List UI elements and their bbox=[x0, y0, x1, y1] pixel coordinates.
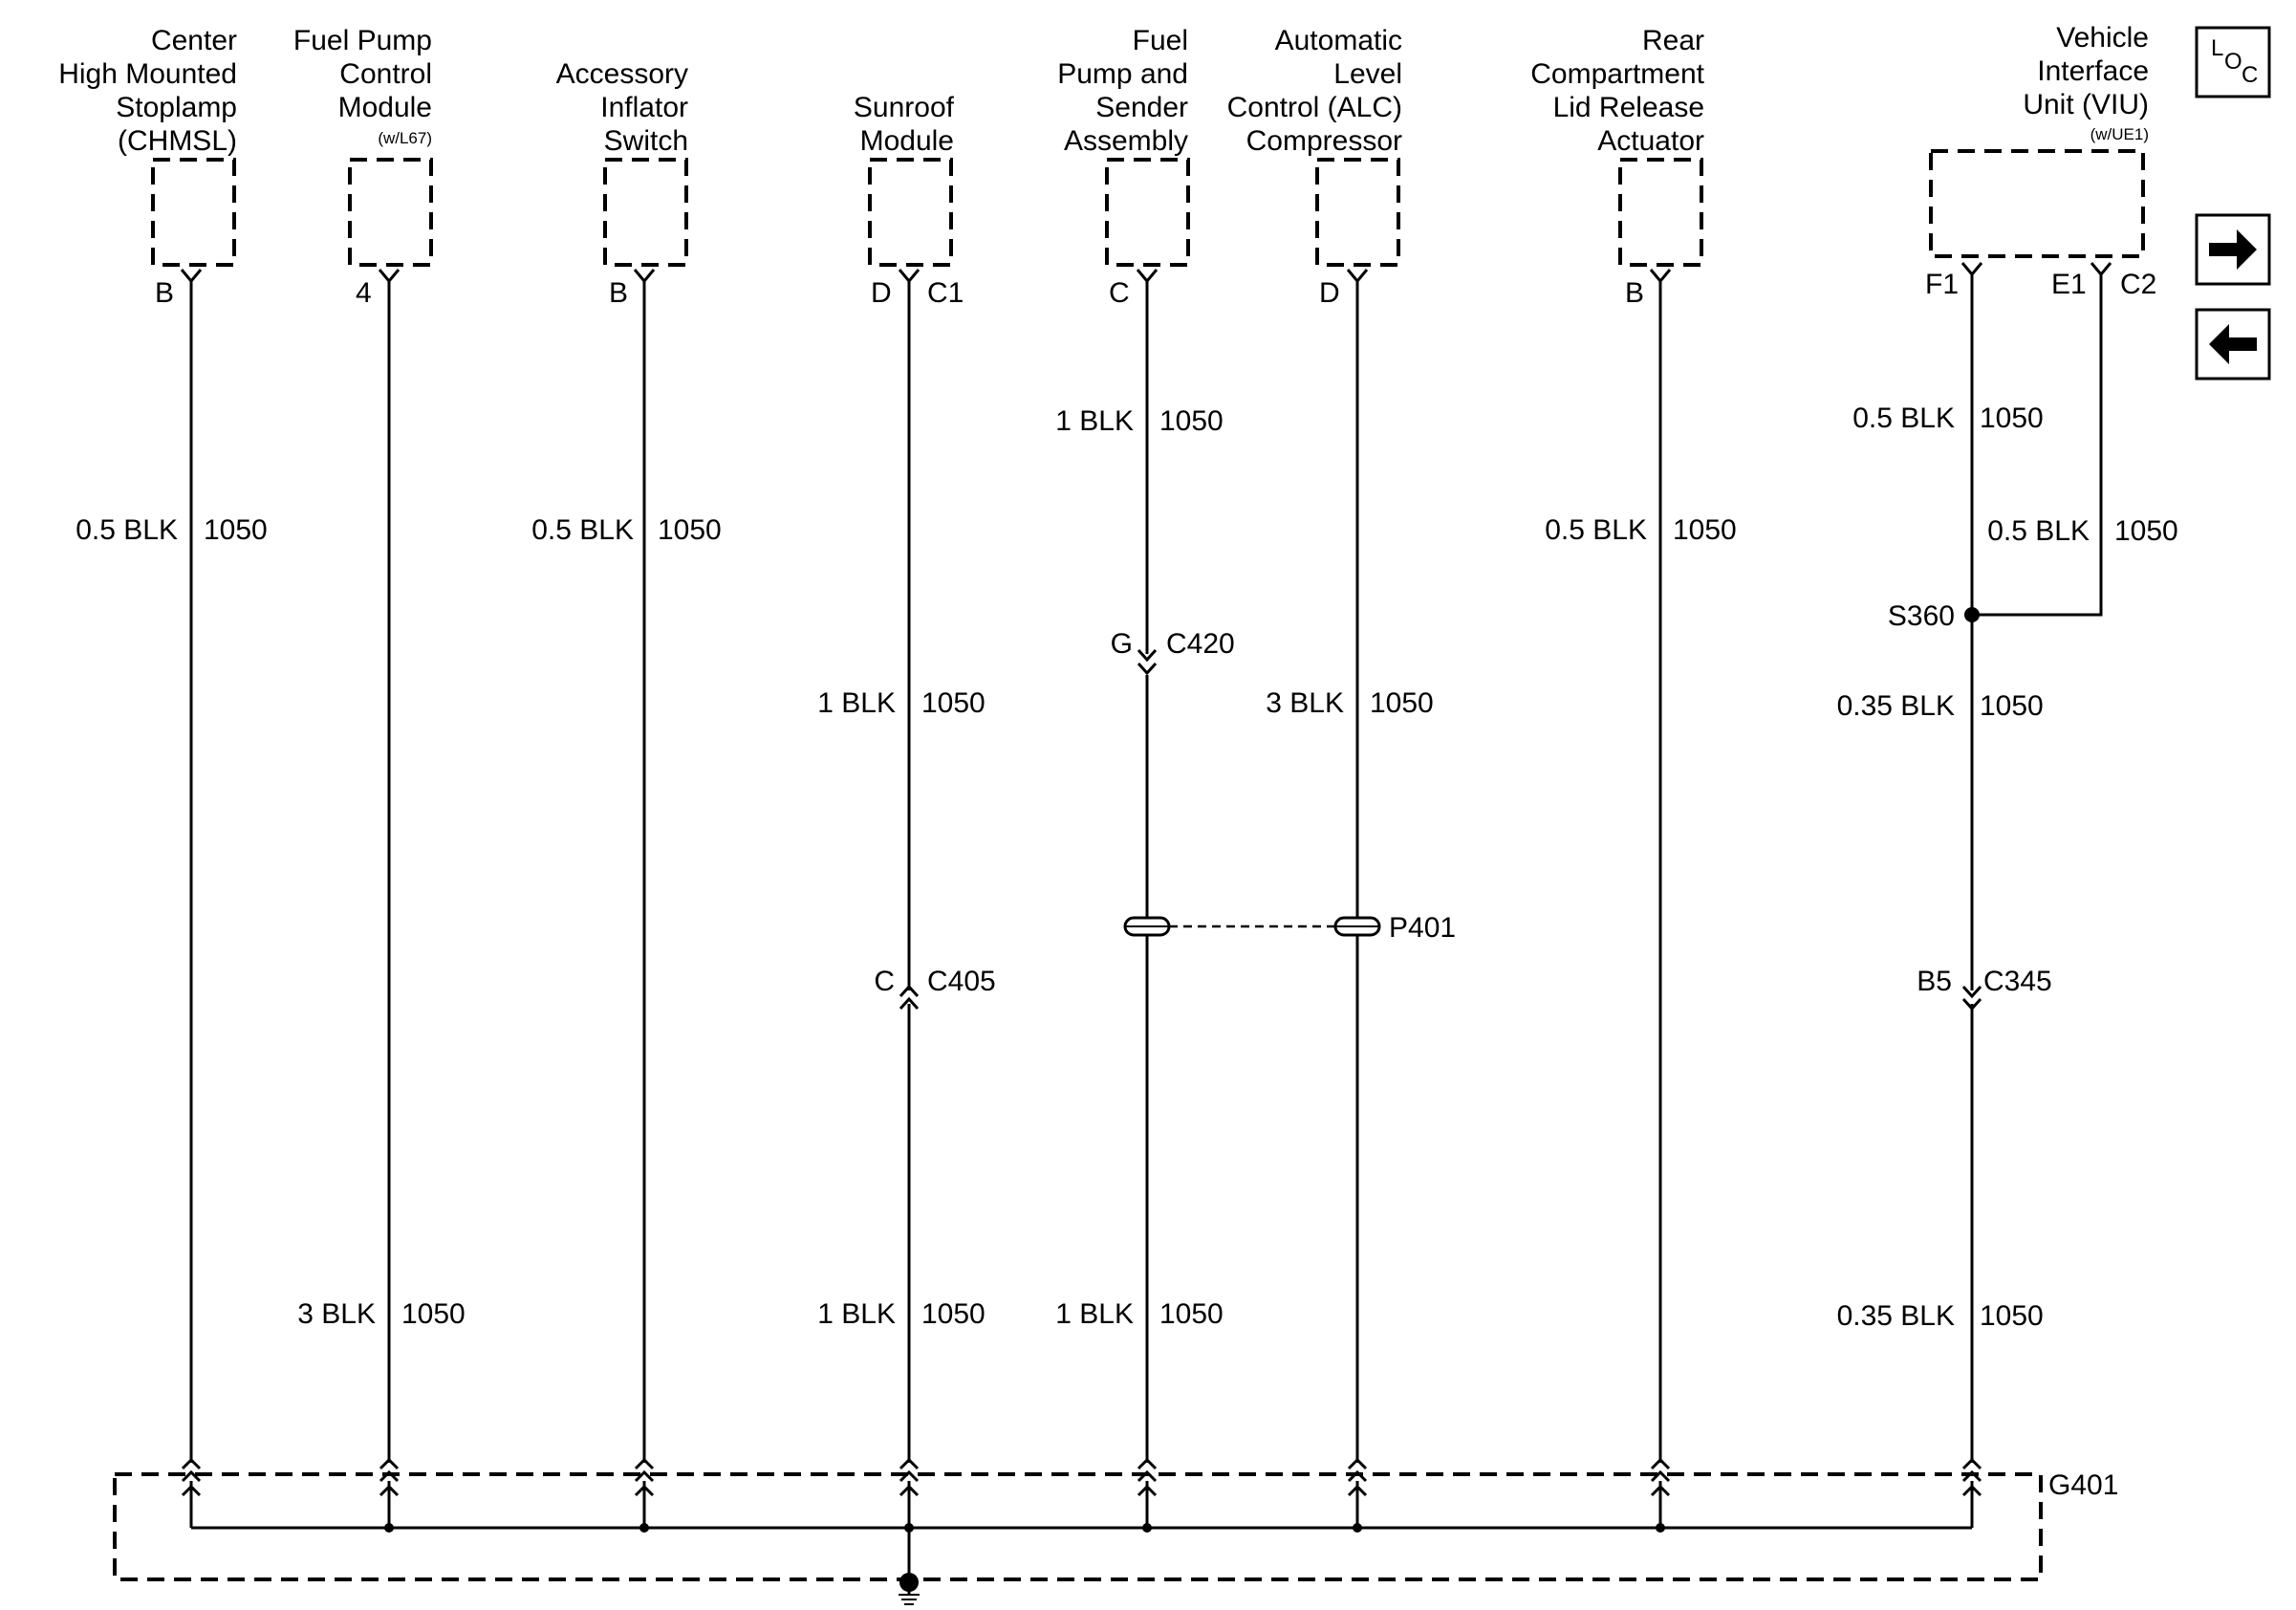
chmsl-box bbox=[153, 160, 234, 265]
rclra-line-1: Rear bbox=[1641, 25, 1704, 56]
connector-c420-name: C420 bbox=[1166, 628, 1235, 660]
rclra-line-2: Compartment bbox=[1530, 58, 1704, 90]
ais-box bbox=[605, 160, 686, 265]
alc-line-1: Automatic bbox=[1274, 25, 1402, 56]
chmsl-line-2: High Mounted bbox=[58, 58, 237, 90]
wire-circuit-viu-lower: 1050 bbox=[1980, 1300, 2044, 1332]
pin-label-rclra: B bbox=[1625, 277, 1645, 309]
wire-gauge-viu-e1: 0.5 BLK bbox=[1987, 515, 2090, 547]
loc-letter-l: L bbox=[2211, 35, 2224, 61]
wire-gauge-viu-lower: 0.35 BLK bbox=[1836, 1300, 1955, 1332]
wire-circuit-fpcm: 1050 bbox=[401, 1298, 466, 1330]
wires bbox=[191, 283, 2101, 1463]
wire-gauge-sunroof-upper: 1 BLK bbox=[817, 687, 896, 719]
loc-letter-o: O bbox=[2224, 49, 2242, 75]
pin-label-sunroof-right: C1 bbox=[927, 277, 964, 309]
passthrough-p401 bbox=[1125, 912, 1456, 944]
wire-gauge-viu-mid: 0.35 BLK bbox=[1836, 690, 1955, 722]
pin-label-alc: D bbox=[1319, 277, 1340, 309]
wire-circuit-rclra: 1050 bbox=[1673, 514, 1737, 546]
component-label-alc bbox=[1227, 25, 1402, 157]
wire-circuit-ais: 1050 bbox=[658, 514, 722, 546]
sunroof-box bbox=[870, 160, 951, 265]
wire-circuit-sunroof-upper: 1050 bbox=[921, 687, 986, 719]
wire-gauge-alc: 3 BLK bbox=[1266, 687, 1344, 719]
ais-line-1: Accessory bbox=[555, 58, 688, 90]
pin-label-fpsa: C bbox=[1109, 277, 1130, 309]
pin-label-sunroof-left: D bbox=[871, 277, 892, 309]
fpsa-box bbox=[1107, 160, 1188, 265]
wire-gauge-ais: 0.5 BLK bbox=[531, 514, 634, 546]
viu-box bbox=[1931, 151, 2143, 256]
viu-option: (w/UE1) bbox=[2090, 125, 2149, 143]
pin-label-fpcm: 4 bbox=[356, 277, 372, 309]
component-label-rclra bbox=[1530, 25, 1704, 157]
wire-circuit-fpsa-upper: 1050 bbox=[1159, 405, 1224, 437]
pin-symbols bbox=[182, 263, 2111, 290]
wire-circuit-chmsl: 1050 bbox=[204, 514, 268, 546]
rclra-line-4: Actuator bbox=[1597, 125, 1704, 157]
wire-gauge-rclra: 0.5 BLK bbox=[1545, 514, 1647, 546]
viu-line-2: Interface bbox=[2037, 55, 2149, 87]
ground-g401 bbox=[115, 1460, 2118, 1604]
wire-circuit-viu-mid: 1050 bbox=[1980, 690, 2044, 722]
fpcm-box bbox=[350, 160, 431, 265]
loc-letter-c: C bbox=[2242, 62, 2259, 88]
wire-labels bbox=[76, 402, 2178, 1332]
ground-g401-name: G401 bbox=[2048, 1469, 2119, 1501]
viu-line-1: Vehicle bbox=[2056, 22, 2149, 54]
alc-line-3: Control (ALC) bbox=[1226, 92, 1402, 123]
wire-circuit-fpsa-lower: 1050 bbox=[1159, 1298, 1224, 1330]
chmsl-line-4: (CHMSL) bbox=[118, 125, 237, 157]
splice-s360 bbox=[1888, 600, 1980, 632]
pin-label-chmsl: B bbox=[155, 277, 175, 309]
wire-circuit-viu-e1: 1050 bbox=[2114, 515, 2178, 547]
pin-label-viu-e1: E1 bbox=[2051, 269, 2087, 300]
alc-line-2: Level bbox=[1333, 58, 1402, 90]
ais-line-2: Inflator bbox=[600, 92, 688, 123]
component-label-fpsa bbox=[1057, 25, 1188, 157]
wire-circuit-sunroof-lower: 1050 bbox=[921, 1298, 986, 1330]
component-label-ais bbox=[556, 58, 688, 157]
component-label-chmsl bbox=[58, 25, 237, 157]
connector-c420 bbox=[1111, 628, 1235, 673]
splice-s360-name: S360 bbox=[1887, 600, 1955, 632]
pin-label-viu-f1: F1 bbox=[1925, 269, 1960, 300]
sunroof-line-1: Sunroof bbox=[853, 92, 954, 123]
fpsa-line-2: Pump and bbox=[1057, 58, 1188, 90]
wire-gauge-fpcm: 3 BLK bbox=[297, 1298, 376, 1330]
wire-gauge-fpsa-upper: 1 BLK bbox=[1055, 405, 1134, 437]
passthrough-p401-name: P401 bbox=[1389, 912, 1457, 944]
ground-symbol-icon bbox=[899, 1573, 920, 1604]
connector-c405-pin: C bbox=[874, 966, 895, 997]
wire-gauge-fpsa-lower: 1 BLK bbox=[1055, 1298, 1134, 1330]
chmsl-line-3: Stoplamp bbox=[116, 92, 237, 123]
pin-label-viu-c2: C2 bbox=[2120, 269, 2157, 300]
alc-line-4: Compressor bbox=[1245, 125, 1402, 157]
component-label-viu bbox=[2023, 22, 2149, 143]
loc-button[interactable] bbox=[2197, 28, 2269, 97]
fpcm-option: (w/L67) bbox=[378, 129, 432, 147]
wire-viu-e1 bbox=[1972, 283, 2101, 615]
pin-label-ais: B bbox=[609, 277, 629, 309]
fpsa-line-1: Fuel bbox=[1132, 25, 1188, 56]
ais-line-3: Switch bbox=[603, 125, 688, 157]
fpcm-line-2: Control bbox=[339, 58, 432, 90]
wire-circuit-viu-f1: 1050 bbox=[1980, 402, 2044, 434]
connector-c345 bbox=[1917, 966, 2051, 1009]
fpsa-line-4: Assembly bbox=[1063, 125, 1188, 157]
rclra-line-3: Lid Release bbox=[1552, 92, 1704, 123]
rclra-box bbox=[1620, 160, 1701, 265]
sunroof-line-2: Module bbox=[859, 125, 954, 157]
component-label-sunroof bbox=[854, 92, 955, 157]
connector-c405 bbox=[874, 966, 995, 1009]
viu-line-3: Unit (VIU) bbox=[2023, 89, 2149, 120]
connector-c405-name: C405 bbox=[927, 966, 996, 997]
connector-c345-name: C345 bbox=[1983, 966, 2052, 997]
alc-box bbox=[1317, 160, 1398, 265]
wire-gauge-viu-f1: 0.5 BLK bbox=[1852, 402, 1955, 434]
fpsa-line-3: Sender bbox=[1095, 92, 1188, 123]
chmsl-line-1: Center bbox=[150, 25, 237, 56]
connector-c420-pin: G bbox=[1110, 628, 1133, 660]
component-label-fpcm bbox=[293, 25, 432, 147]
fpcm-line-3: Module bbox=[337, 92, 432, 123]
connector-c345-pin: B5 bbox=[1917, 966, 1952, 997]
next-page-button[interactable] bbox=[2197, 215, 2269, 284]
wire-circuit-alc: 1050 bbox=[1370, 687, 1434, 719]
prev-page-button[interactable] bbox=[2197, 310, 2269, 379]
wire-gauge-chmsl: 0.5 BLK bbox=[76, 514, 178, 546]
wire-gauge-sunroof-lower: 1 BLK bbox=[817, 1298, 896, 1330]
fpcm-line-1: Fuel Pump bbox=[292, 25, 432, 56]
